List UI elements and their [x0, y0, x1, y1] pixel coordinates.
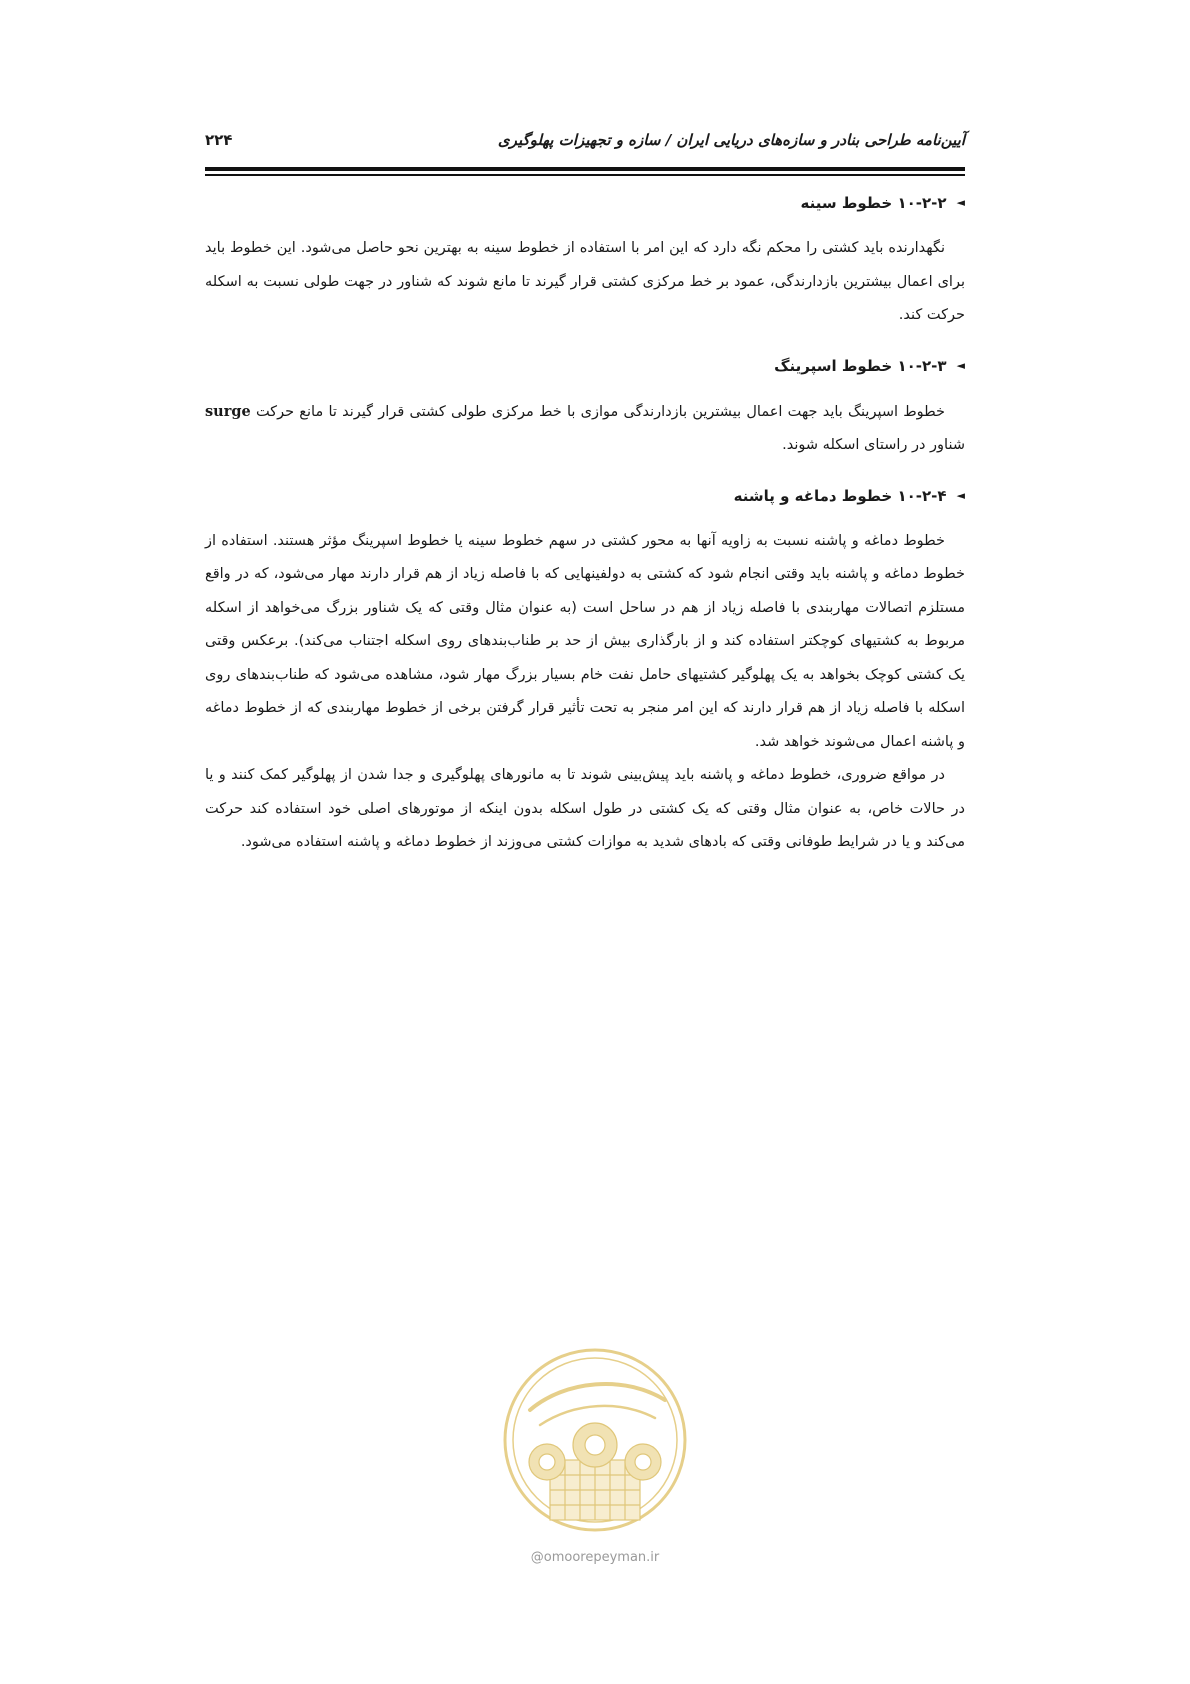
header-rule-thin	[205, 174, 965, 176]
section-bullet-icon: ◄	[956, 196, 965, 209]
section-heading-text: ۱۰-۲-۴ خطوط دماغه و پاشنه	[733, 486, 947, 505]
watermark-url-text: omoorepeyman.ir	[543, 1550, 660, 1565]
section-heading-text: ۱۰-۲-۳ خطوط اسپرینگ	[774, 356, 947, 375]
section-heading-text: ۱۰-۲-۲ خطوط سینه	[800, 194, 947, 212]
paragraph: در مواقع ضروری، خطوط دماغه و پاشنه باید پیش‌بینی شوند تا به مانورهای پهلوگیری و جدا شدن از پهلوگیر کمک کنند و یا در حالات خاص، به عنوان مثال وقتی که یک کشتی در طول اسکله بدون اینکه از موتورهای اصلی خود استفاده کند حرکت می‌کند و یا در شرایط طوفانی وقتی که بادهای شدید به موازات کشتی می‌وزند از خطوط دماغه و پاشنه استفاده می‌شود.	[205, 767, 965, 850]
running-title: آیین‌نامه طراحی بنادر و سازه‌های دریایی ایران / سازه و تجهیزات پهلوگیری	[497, 131, 965, 149]
page-content	[205, 188, 965, 860]
section-heading	[205, 481, 965, 511]
omoorepeyman-seal-icon	[485, 1340, 705, 1550]
section-bullet-icon: ◄	[956, 488, 965, 502]
section-heading	[205, 351, 965, 381]
paragraph-text: شناور در راستای اسکله شوند.	[782, 437, 965, 453]
watermark-at-icon: @	[530, 1550, 544, 1565]
paragraph	[205, 395, 965, 463]
paragraph: نگهدارنده باید کشتی را محکم نگه دارد که این امر با استفاده از خطوط سینه به بهترین نحو حاصل می‌شود. این خطوط باید برای اعمال بیشترین بازدارندگی، عمود بر خط مرکزی کشتی قرار گیرند تا مانع شوند که شناور در جهت طولی نسبت به اسکله حرکت کند.	[205, 240, 965, 323]
term-surge: surge	[205, 402, 251, 420]
paragraph-text: خطوط اسپرینگ باید جهت اعمال بیشترین بازدارندگی موازی با خط مرکزی طولی کشتی قرار گیرند تا مانع حرکت	[250, 403, 945, 420]
paragraph: خطوط دماغه و پاشنه نسبت به زاویه آنها به محور کشتی در سهم خطوط سینه یا خطوط اسپرینگ مؤثر هستند. استفاده از خطوط دماغه و پاشنه باید وقتی انجام شود که کشتی به دولفینهایی که با فاصله زیاد از هم قرار دارند مهار می‌شود، که در واقع مستلزم اتصالات مهاربندی با فاصله زیاد از هم در ساحل است (به عنوان مثال وقتی که یک شناور بزرگ می‌خواهد از اسکله مربوط به کشتیهای کوچکتر استفاده کند و از بارگذاری بیش از حد بر طناب‌بندهای روی اسکله اجتناب می‌کند). برعکس وقتی یک کشتی کوچک بخواهد به یک پهلوگیر کشتیهای حامل نفت خام بسیار بزرگ مهار شود، مشاهده می‌شود که طناب‌بندهای روی اسکله با فاصله زیاد از هم قرار دارند که این امر منجر به تحت تأثیر قرار گرفتن برخی از خطوط مهاربندی که از خطوط دماغه و پاشنه اعمال می‌شوند خواهد شد.	[205, 532, 965, 750]
watermark-url	[470, 1550, 720, 1565]
section-bullet-icon: ◄	[956, 358, 965, 372]
section-heading	[205, 188, 965, 218]
page-number: ۲۲۴	[205, 131, 233, 149]
header-rule-thick	[205, 167, 965, 171]
page-header	[205, 128, 965, 158]
